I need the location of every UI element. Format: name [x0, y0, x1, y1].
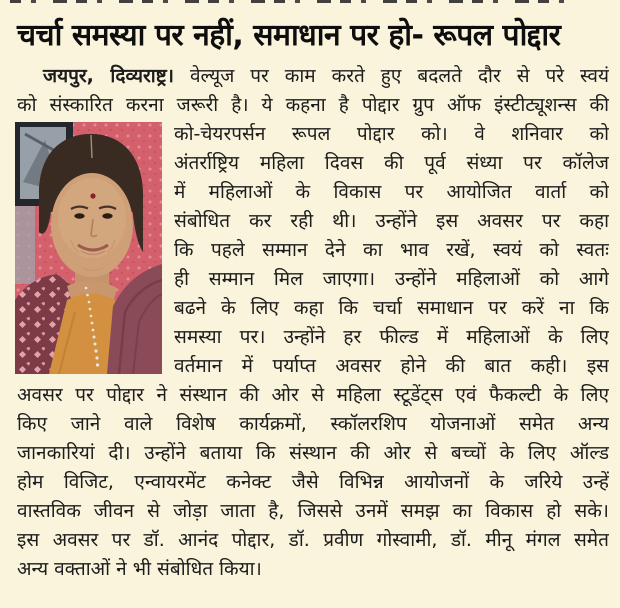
- text-beside-photo: [174, 120, 609, 381]
- body-text-span: वेल्यूज पर काम करते हुए बदलते दौर से परे स्वयं: [189, 65, 609, 87]
- body-text-line: ही सम्मान मिल जाएगा। उन्होंने महिलाओं को आगे: [174, 268, 609, 290]
- body-text-line: बढने के लिए कहा कि चर्चा समाधान पर करें ना कि: [174, 297, 609, 319]
- clipped-previous-line: [10, 0, 570, 5]
- body-text-line: को संस्कारित करना जरूरी है। ये कहना है पोद्दार ग्रुप ऑफ इंस्टीट्यूशन्स की: [17, 94, 609, 116]
- body-text-line: संबोधित कर रही थी। उन्होंने इस अवसर पर कहा: [174, 210, 609, 232]
- body-text-line: इस अवसर पर डॉ. आनंद पोद्दार, डॉ. प्रवीण गोस्वामी, डॉ. मीनू मंगल समेत: [17, 529, 609, 551]
- rupal-poddar-photo: [15, 122, 162, 374]
- body-text-line: अवसर पर पोद्दार ने संस्थान की ओर से महिला स्टूडेंट्स एवं फैकल्टी के लिए: [17, 384, 609, 406]
- body-text-line: वर्तमान में पर्याप्त अवसर होने की बात कही। इस: [174, 355, 609, 377]
- body-text-line: में महिलाओं के विकास पर आयोजित वार्ता को: [174, 181, 609, 203]
- article-body: [17, 62, 609, 584]
- body-text-line: अन्य वक्ताओं ने भी संबोधित किया।: [17, 558, 262, 580]
- body-text-line: होम विजिट, एन्वायरमेंट कनेक्ट जैसे विभिन्न आयोजनों के जरिये उन्हें: [17, 471, 609, 493]
- body-text-line: वास्तविक जीवन से जोड़ा जाता है, जिससे उनमें समझ का विकास हो सके।: [17, 500, 609, 522]
- body-text-line: अंतर्राष्ट्रिय महिला दिवस की पूर्व संध्या पर कॉलेज: [174, 152, 609, 174]
- body-text-line: किए जाने वाले विशेष कार्यक्रमों, स्कॉलरशिप योजनाओं समेत अन्य: [17, 413, 609, 435]
- clothing: [15, 264, 162, 374]
- body-text-line: [17, 62, 609, 91]
- photo-and-text-zone: [17, 120, 609, 381]
- dateline: जयपुर, दिव्यराष्ट्र।: [43, 65, 174, 87]
- body-text-line: जानकारियां दी। उन्होंने बताया कि संस्थान की ओर से बच्चों के लिए ऑल्ड: [17, 442, 609, 464]
- headline: चर्चा समस्या पर नहीं, समाधान पर हो- रूपल पोद्दार: [17, 18, 561, 53]
- body-text-line: समस्या पर। उन्होंने हर फील्ड में महिलाओं के लिए: [174, 326, 609, 348]
- body-text-line: कि पहले सम्मान देने का भाव रखें, स्वयं को स्वतः: [174, 239, 609, 261]
- body-text-line: को-चेयरपर्सन रूपल पोद्दार को। वे शनिवार को: [174, 123, 609, 145]
- bindi: [90, 193, 95, 198]
